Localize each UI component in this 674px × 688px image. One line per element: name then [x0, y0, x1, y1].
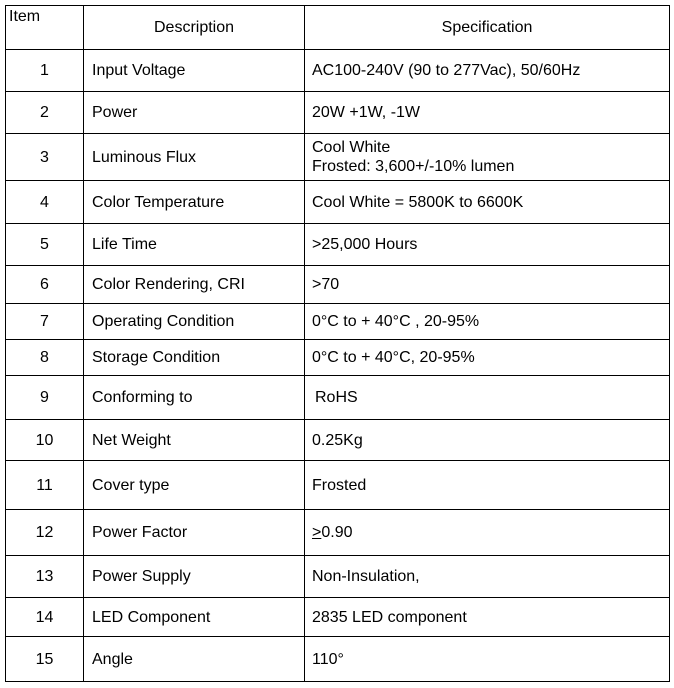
item-number: 15	[6, 637, 84, 682]
item-number: 12	[6, 510, 84, 556]
description-cell: Color Temperature	[84, 181, 305, 224]
specification-value: 0.90	[321, 524, 353, 541]
specification-cell: Cool White = 5800K to 6600K	[305, 181, 670, 224]
item-number: 9	[6, 376, 84, 420]
specification-cell: 0.25Kg	[305, 420, 670, 461]
table-row	[6, 598, 670, 637]
item-number: 5	[6, 224, 84, 266]
specification-cell: 110°	[305, 637, 670, 682]
item-number: 7	[6, 304, 84, 340]
specification-line: Frosted: 3,600+/-10% lumen	[312, 158, 515, 175]
specification-cell: >70	[305, 266, 670, 304]
item-number: 3	[6, 134, 84, 181]
description-cell: Power Supply	[84, 556, 305, 598]
description-cell: Angle	[84, 637, 305, 682]
specification-cell: Non-Insulation,	[305, 556, 670, 598]
table-row	[6, 510, 670, 556]
specification-table	[5, 5, 670, 682]
table-row	[6, 224, 670, 266]
specification-value: RoHS	[315, 389, 358, 406]
table-row	[6, 304, 670, 340]
item-number: 11	[6, 461, 84, 510]
specification-cell: 2835 LED component	[305, 598, 670, 637]
table-row	[6, 266, 670, 304]
item-number: 8	[6, 340, 84, 376]
item-number: 10	[6, 420, 84, 461]
description-cell: Input Voltage	[84, 50, 305, 92]
table-row	[6, 340, 670, 376]
description-cell: Storage Condition	[84, 340, 305, 376]
specification-cell	[305, 510, 670, 556]
description-cell: Conforming to	[84, 376, 305, 420]
table-header-row	[6, 6, 670, 50]
item-number: 6	[6, 266, 84, 304]
item-number: 4	[6, 181, 84, 224]
item-number: 1	[6, 50, 84, 92]
table-row	[6, 92, 670, 134]
description-cell: LED Component	[84, 598, 305, 637]
description-cell: Power Factor	[84, 510, 305, 556]
header-description: Description	[84, 6, 305, 50]
item-number: 2	[6, 92, 84, 134]
item-number: 13	[6, 556, 84, 598]
table-row	[6, 50, 670, 92]
description-cell: Luminous Flux	[84, 134, 305, 181]
specification-cell: 0°C to + 40°C , 20-95%	[305, 304, 670, 340]
table-row	[6, 461, 670, 510]
table-row	[6, 134, 670, 181]
table-row	[6, 420, 670, 461]
description-cell: Life Time	[84, 224, 305, 266]
specification-cell: >25,000 Hours	[305, 224, 670, 266]
description-cell: Net Weight	[84, 420, 305, 461]
description-cell: Cover type	[84, 461, 305, 510]
specification-line: Cool White	[312, 139, 391, 156]
table-row	[6, 556, 670, 598]
description-cell: Operating Condition	[84, 304, 305, 340]
header-item: Item	[6, 6, 84, 50]
table-row	[6, 181, 670, 224]
specification-cell: 20W +1W, -1W	[305, 92, 670, 134]
specification-cell	[305, 376, 670, 420]
description-cell: Power	[84, 92, 305, 134]
header-specification: Specification	[305, 6, 670, 50]
description-cell: Color Rendering, CRI	[84, 266, 305, 304]
item-number: 14	[6, 598, 84, 637]
specification-cell: Frosted	[305, 461, 670, 510]
specification-cell: AC100-240V (90 to 277Vac), 50/60Hz	[305, 50, 670, 92]
specification-cell: 0°C to + 40°C, 20-95%	[305, 340, 670, 376]
specification-cell	[305, 134, 670, 181]
table-row	[6, 637, 670, 682]
table-row	[6, 376, 670, 420]
greater-or-equal-symbol: >	[312, 524, 322, 541]
